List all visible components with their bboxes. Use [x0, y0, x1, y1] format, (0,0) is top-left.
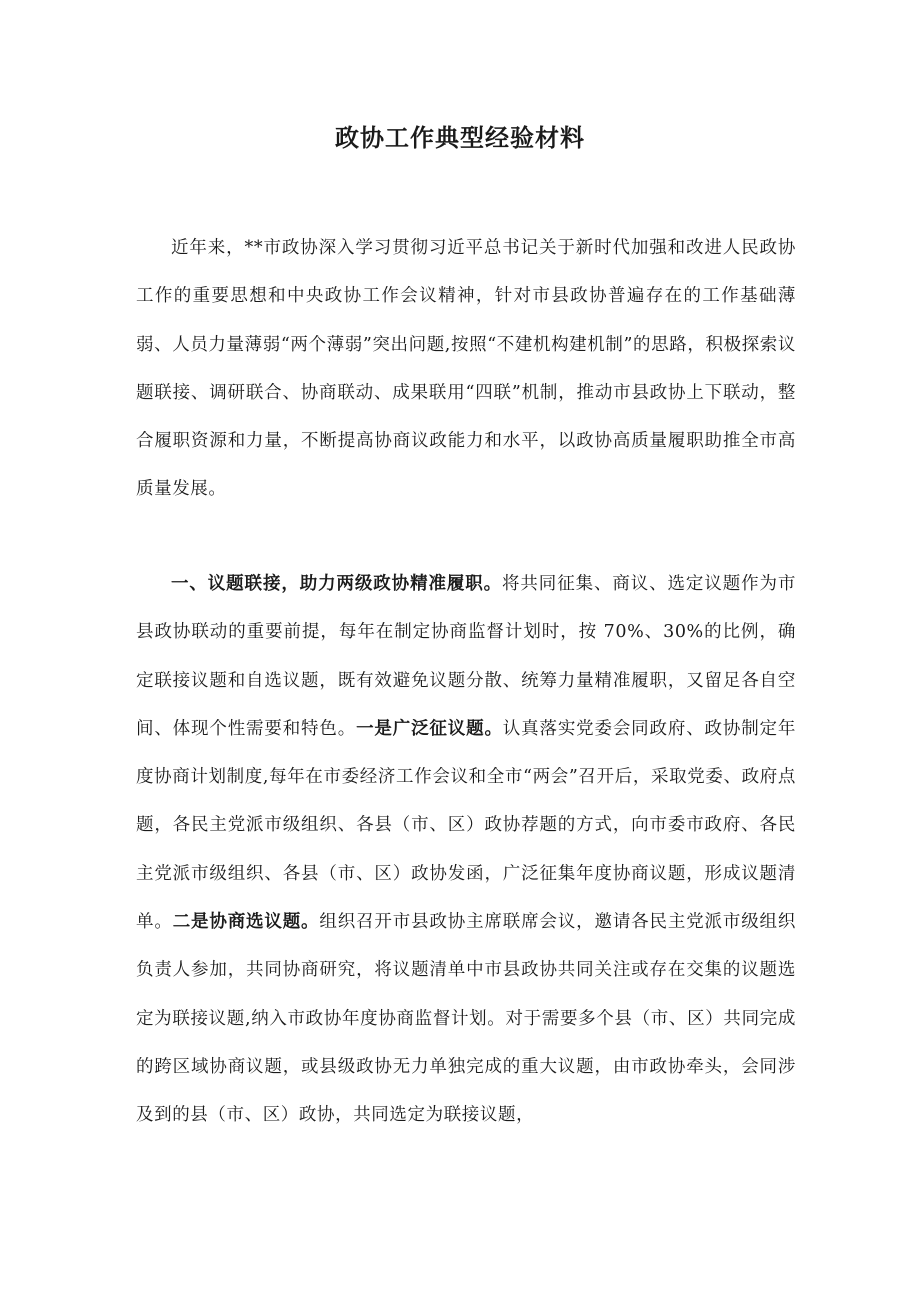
section-1-text-c: 组织召开市县政协主席联席会议，邀请各民主党派市级组织负责人参加，共同协商研究，将议题清单中市县政协共同关注或存在交集的议题选定为联接议题,纳入市政协年度协商监督计划。对于需要多个县（市、区）共同完成的跨区域协商议题，或县级政协无力单独完成的重大议题，由市政协牵头，会同涉及到的县（市、区）政协，共同选定为联接议题，: [136, 912, 796, 1126]
section-1-text-a: 将共同征集、商议、选定议题作为市县政协联动的重要前提，每年在制定协商监督计划时，按 70%、30%的比例，确定联接议题和自选议题，既有效避免议题分散、统筹力量精准履职，又留足各自空间、体现个性需要和特色。: [136, 574, 796, 739]
section-1-text-b: 认真落实党委会同政府、政协制定年度协商计划制度,每年在市委经济工作会议和全市“两会”召开后，采取党委、政府点题，各民主党派市级组织、各县（市、区）政协荐题的方式，向市委市政府、各民主党派市级组织、各县（市、区）政协发函，广泛征集年度协商议题，形成议题清单。: [136, 718, 796, 933]
section-1-paragraph: [136, 560, 796, 1140]
intro-paragraph: 近年来，**市政协深入学习贯彻习近平总书记关于新时代加强和改进人民政协工作的重要思想和中央政协工作会议精神，针对市县政协普遍存在的工作基础薄弱、人员力量薄弱“两个薄弱”突出问题,按照“不建机构建机制”的思路，积极探索议题联接、调研联合、协商联动、成果联用“四联”机制，推动市县政协上下联动，整合履职资源和力量，不断提高协商议政能力和水平，以政协高质量履职助推全市高质量发展。: [136, 238, 796, 500]
point-2-label: 二是协商选议题。: [172, 912, 320, 933]
section-1-heading: 一、议题联接，助力两级政协精准履职。: [171, 574, 503, 594]
document-title: 政协工作典型经验材料: [335, 124, 585, 152]
point-1-label: 一是广泛征议题。: [356, 718, 503, 739]
